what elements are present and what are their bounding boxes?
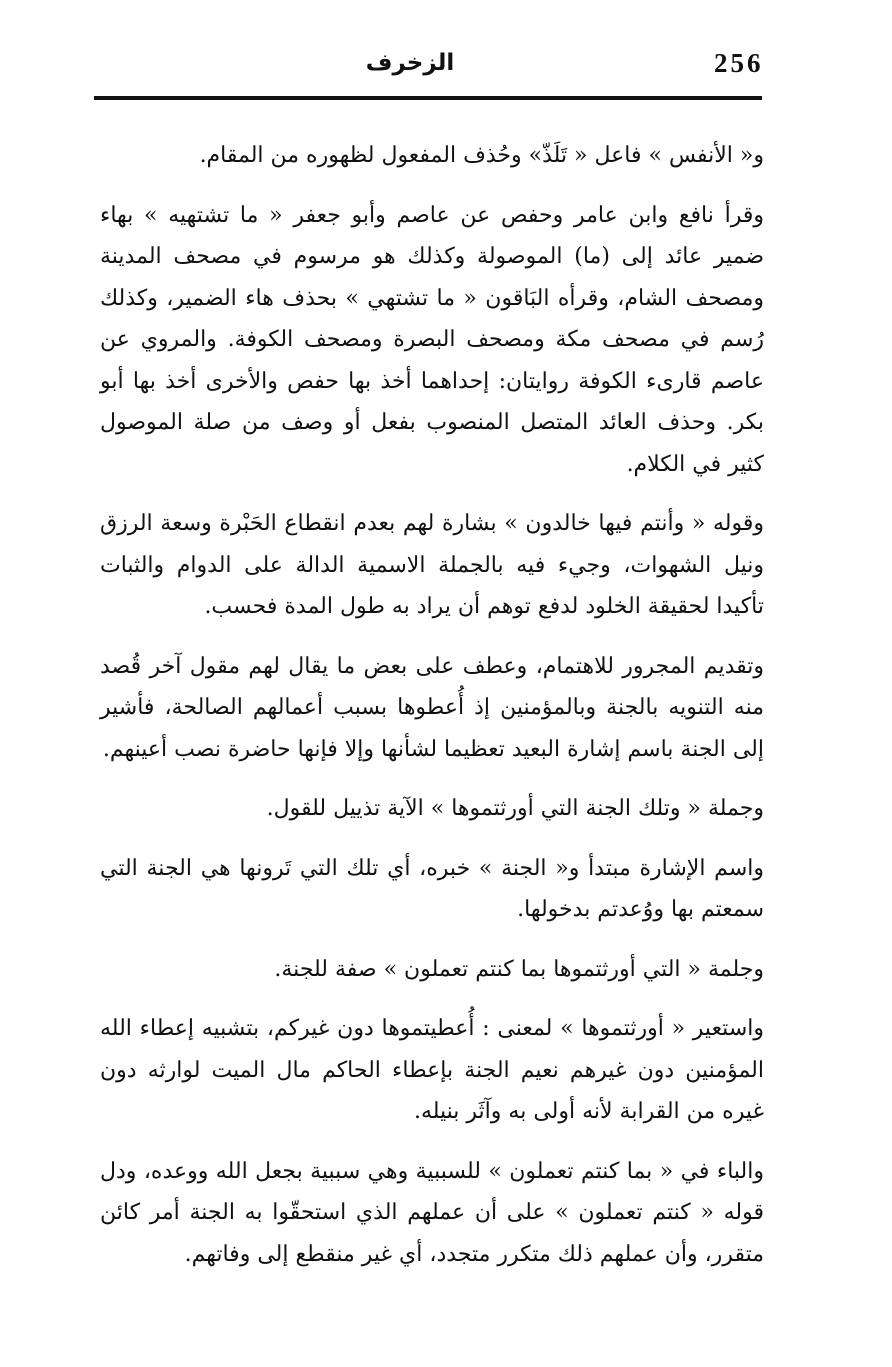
running-title: الزخرف [365, 50, 455, 76]
paragraph: وتقديم المجرور للاهتمام، وعطف على بعض ما يقال لهم مقول آخر قُصد منه التنويه بالجنة وبالمؤمنين إذ أُعطوها بسبب أعمالهم الصالحة، فأشير إلى الجنة باسم إشارة البعيد تعظيما لشأنها وإلا فإنها حاضرة نصب أعينهم. [100, 653, 764, 762]
paragraph: والباء في « بما كنتم تعملون » للسببية وهي سببية بجعل الله ووعده، ودل قوله « كنتم تعملون » على أن عملهم الذي استحقّوا به الجنة أمر كائن متقرر، وأن عملهم ذلك متكرر متجدد، أي غير منقطع إلى وفاتهم. [100, 1158, 764, 1267]
body-text [100, 135, 764, 1275]
paragraph: وقوله « وأنتم فيها خالدون » بشارة لهم بعدم انقطاع الحَبْرة وسعة الرزق ونيل الشهوات، وجيء فيه بالجملة الاسمية الدالة على الدوام والثبات تأكيدا لحقيقة الخلود لدفع توهم أن يراد به طول المدة فحسب. [100, 511, 764, 619]
paragraph: واستعير « أورثتموها » لمعنى : أُعطيتموها دون غيركم، بتشبيه إعطاء الله المؤمنين دون غيرهم نعيم الجنة بإعطاء الحاكم مال الميت لوارثه دون غيره من القرابة لأنه أولى به وآثَر بنيله. [100, 1016, 764, 1124]
page-number: 256 [714, 48, 764, 78]
paragraph: وقرأ نافع وابن عامر وحفص عن عاصم وأبو جعفر « ما تشتهيه » بهاء ضمير عائد إلى (ما) الموصولة وكذلك هو مرسوم في مصحف المدينة ومصحف الشام، وقرأه البَاقون « ما تشتهي » بحذف هاء الضمير، وكذلك رُسم في مصحف مكة ومصحف البصرة ومصحف الكوفة. والمروي عن عاصم قارىء الكوفة روايتان: إحداهما أخذ بها حفص والأخرى أخذ بها أبو بكر. وحذف العائد المتصل المنصوب بفعل أو وصف من صلة الموصول كثير في الكلام. [100, 202, 764, 477]
paragraph: واسم الإشارة مبتدأ و« الجنة » خبره، أي تلك التي تَرونها هي الجنة التي سمعتم بها ووُعدتم بدخولها. [100, 855, 764, 922]
header-rule [94, 96, 762, 100]
paragraph: وجلمة « التي أورثتموها بما كنتم تعملون » صفة للجنة. [274, 956, 764, 982]
paragraph: و« الأنفس » فاعل « تَلَذّ» وحُذف المفعول لظهوره من المقام. [199, 143, 764, 168]
paragraph: وجملة « وتلك الجنة التي أورثتموها » الآية تذييل للقول. [266, 796, 764, 821]
